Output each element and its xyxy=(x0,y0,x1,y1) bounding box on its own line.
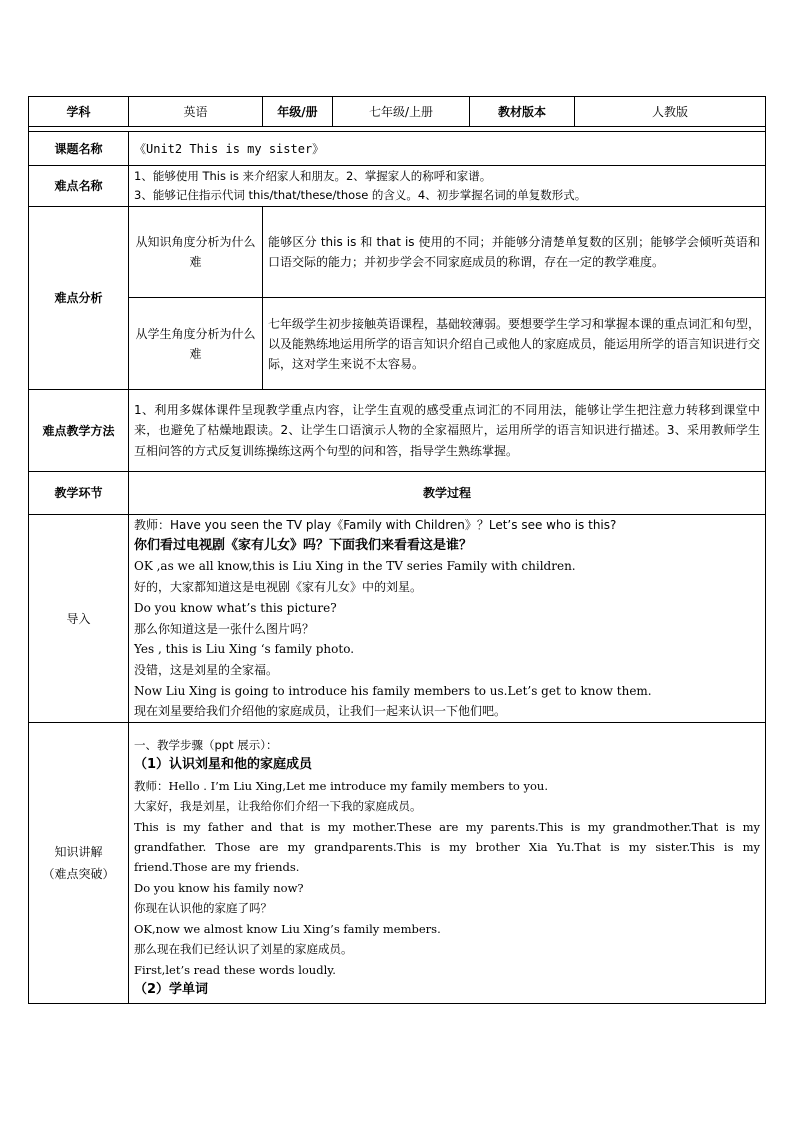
method-text: 1、利用多媒体课件呈现教学重点内容，让学生直观的感受重点词汇的不同用法，能够让学生把注意力转移到课堂中来，也避免了枯燥地跟读。2、让学生口语演示人物的全家福照片，运用所学的语言知识进行描述。3、采用教师学生互相问答的方式反复训练操练这两个句型的问和答，指导学生熟练掌握。 xyxy=(129,390,766,472)
intro-row xyxy=(29,515,766,723)
knowledge-line-7: First,let’s read these words loudly. xyxy=(134,962,336,977)
knowledge-line-6: 那么现在我们已经认识了刘星的家庭成员。 xyxy=(134,942,353,957)
lesson-plan-table xyxy=(28,96,766,1004)
knowledge-line-2: 大家好，我是刘星，让我给你们介绍一下我的家庭成员。 xyxy=(134,799,422,814)
intro-line-5: Do you know what’s this picture? xyxy=(134,600,337,615)
difficulty-name-row xyxy=(29,166,766,207)
process-header-row xyxy=(29,472,766,515)
student-angle-label: 从学生角度分析为什么难 xyxy=(129,298,263,390)
analysis-student-row xyxy=(29,298,766,390)
intro-line-2: 你们看过电视剧《家有儿女》吗？下面我们来看看这是谁？ xyxy=(134,537,473,553)
intro-line-7: Yes , this is Liu Xing ‘s family photo. xyxy=(134,642,355,657)
subject-label: 学科 xyxy=(29,97,129,127)
intro-line-1: 教师：Have you seen the TV play《Family with Children》？Let’s see who is this? xyxy=(134,518,617,532)
knowledge-line-4: 你现在认识他的家庭了吗？ xyxy=(134,901,272,916)
knowledge-line-5: OK,now we almost know Liu Xing’s family members. xyxy=(134,921,441,936)
edition-label: 教材版本 xyxy=(470,97,575,127)
grade-value: 七年级/上册 xyxy=(333,97,470,127)
knowledge-content xyxy=(129,723,766,1004)
intro-line-4: 好的，大家都知道这是电视剧《家有儿女》中的刘星。 xyxy=(134,580,423,595)
knowledge-sub1: （1）认识刘星和他的家庭成员 xyxy=(134,757,313,773)
intro-line-3: OK ,as we all know,this is Liu Xing in the TV series Family with children. xyxy=(134,559,576,574)
knowledge-steps: 一、教学步骤（ppt 展示）： xyxy=(134,738,278,753)
grade-label: 年级/册 xyxy=(263,97,333,127)
topic-value: 《Unit2 This is my sister》 xyxy=(129,132,766,166)
knowledge-label-line2: （难点突破） xyxy=(42,867,115,882)
stage-label: 教学环节 xyxy=(29,472,129,515)
difficulty-name-line2: 3、能够记住指示代词 this/that/these/those 的含义。4、初步掌握名词的单复数形式。 xyxy=(134,188,587,202)
topic-row xyxy=(29,132,766,166)
edition-value: 人教版 xyxy=(575,97,766,127)
knowledge-angle-text: 能够区分 this is 和 that is 使用的不同；并能够分清楚单复数的区别；能够学会倾听英语和口语交际的能力；并初步学会不同家庭成员的称谓，存在一定的教学难度。 xyxy=(263,207,766,298)
process-label: 教学过程 xyxy=(129,472,766,515)
analysis-label: 难点分析 xyxy=(29,207,129,390)
knowledge-sub2: （2）学单词 xyxy=(134,981,209,997)
knowledge-label-line1: 知识讲解 xyxy=(54,845,103,860)
intro-label: 导入 xyxy=(29,515,129,723)
method-label: 难点教学方法 xyxy=(29,390,129,472)
student-angle-text: 七年级学生初步接触英语课程，基础较薄弱。要想要学生学习和掌握本课的重点词汇和句型，以及能熟练地运用所学的语言知识介绍自己或他人的家庭成员，能运用所学的语言知识进行交际，这对学生来说不太容易。 xyxy=(263,298,766,390)
knowledge-angle-label: 从知识角度分析为什么难 xyxy=(129,207,263,298)
method-row xyxy=(29,390,766,472)
intro-line-10: 现在刘星要给我们介绍他的家庭成员，让我们一起来认识一下他们吧。 xyxy=(134,704,507,719)
header-row xyxy=(29,97,766,127)
analysis-knowledge-row xyxy=(29,207,766,298)
difficulty-name-cell xyxy=(129,166,766,207)
difficulty-name-label: 难点名称 xyxy=(29,166,129,207)
intro-line-6: 那么你知道这是一张什么图片吗？ xyxy=(134,621,315,636)
knowledge-line-1: 教师：Hello . I’m Liu Xing,Let me introduce my family members to you. xyxy=(134,778,548,793)
subject-value: 英语 xyxy=(129,97,263,127)
intro-line-9: Now Liu Xing is going to introduce his family members to us.Let’s get to know them. xyxy=(134,683,652,698)
knowledge-label xyxy=(29,723,129,1004)
topic-label: 课题名称 xyxy=(29,132,129,166)
intro-content xyxy=(129,515,766,723)
knowledge-line-3: Do you know his family now? xyxy=(134,880,304,895)
difficulty-name-line1: 1、能够使用 This is 来介绍家人和朋友。2、掌握家人的称呼和家谱。 xyxy=(134,169,492,183)
knowledge-row xyxy=(29,723,766,1004)
knowledge-paragraph: This is my father and that is my mother.These are my parents.This is my grandmother.That is my grandfather. Those are my grandparents.This is my brother Xia Yu.That is my sister.This is my friend.Those are my friends. xyxy=(134,819,760,875)
intro-line-8: 没错，这是刘星的全家福。 xyxy=(134,662,279,677)
